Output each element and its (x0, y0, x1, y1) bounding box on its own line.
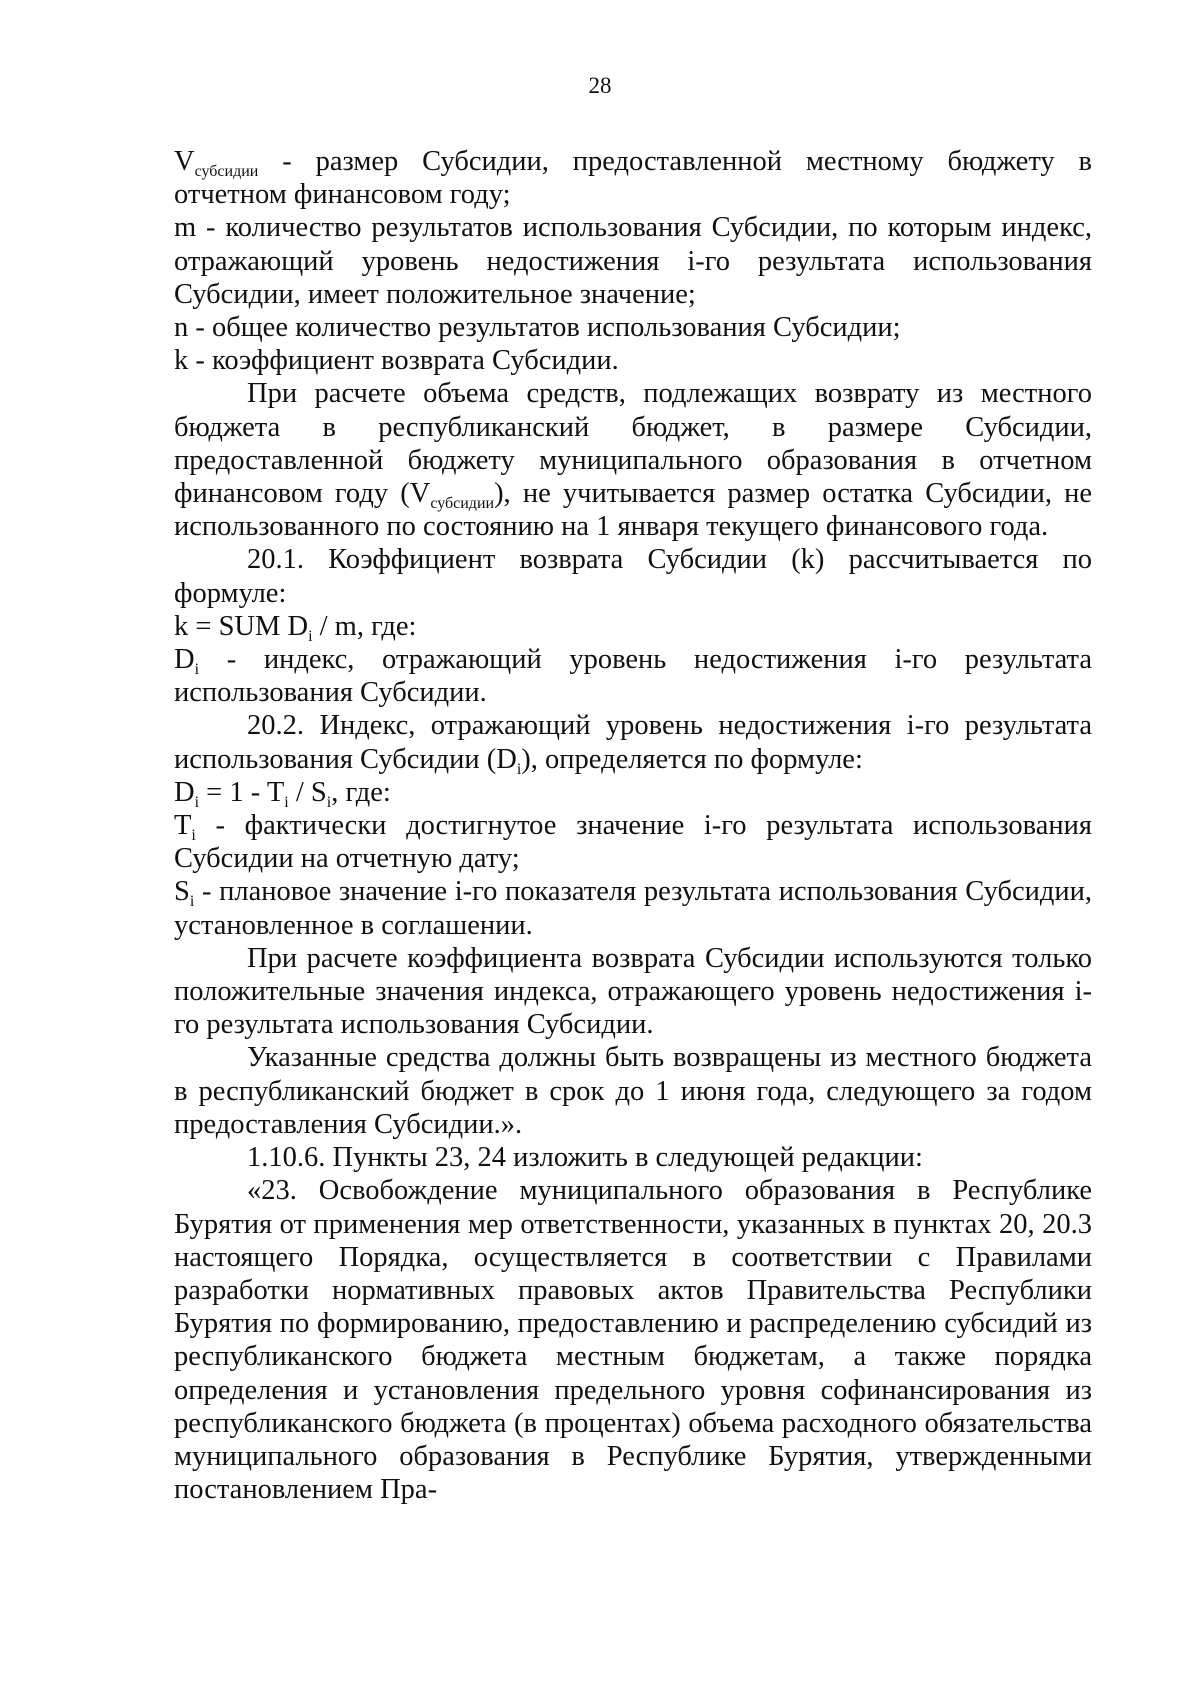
paragraph-text: ), определяется по формуле: (521, 743, 863, 775)
definition-text: - фактически достигнутое значение i-го результата использования Субсидии на отчетную дату; (174, 810, 1092, 875)
formula-subscript: i (326, 793, 332, 811)
formula-d (174, 776, 1092, 809)
formula-text: / S (288, 776, 327, 808)
formula-subscript: i (194, 793, 200, 811)
var-symbol: D (174, 644, 195, 676)
definition-v (174, 145, 1092, 211)
formula-text: k = SUM D (174, 610, 309, 642)
formula-subscript: i (308, 627, 313, 645)
formula-subscript: i (284, 793, 289, 811)
paragraph-calculation (174, 377, 1092, 543)
formula-k (174, 610, 1092, 643)
var-symbol: V (174, 146, 195, 177)
definition-d (174, 643, 1092, 709)
formula-text: = 1 - T (199, 776, 285, 808)
clause-20-1: 20.1. Коэффициент возврата Субсидии (k) рассчитывается по формуле: (174, 544, 1092, 609)
definition-n: n - общее количество результатов использования Субсидии; (174, 312, 901, 344)
var-subscript: i (191, 827, 196, 845)
definition-text: - индекс, отражающий уровень недостижения i-го результата использования Субсидии. (174, 644, 1092, 709)
var-subscript: i (516, 760, 522, 778)
definition-m: m - количество результатов использования Субсидии, по которым индекс, отражающий уровень недостижения i-го результата использования Субсидии, имеет положительное значение; (174, 212, 1092, 310)
clause-1-10-6: 1.10.6. Пункты 23, 24 изложить в следующей редакции: (247, 1142, 923, 1174)
var-subscript: субсидии (194, 163, 259, 180)
definition-s (174, 875, 1092, 941)
var-subscript: i (194, 661, 200, 679)
clause-23: «23. Освобождение муниципального образования в Республике Бурятия от применения мер ответственности, указанных в пунктах 20, 20.3 настоящего Порядка, осуществляется в соответствии с Правилами разработки нормативных правовых актов Правительства Республики Бурятия по формированию, предоставлению и распределению субсидий из республиканского бюджета местным бюджетам, а также порядка определения и установления предельного уровня софинансирования из республиканского бюджета (в процентах) объема расходного обязательства муниципального образования в Республике Бурятия, утвержденными постановлением Пра- (174, 1175, 1092, 1506)
definition-t (174, 809, 1092, 875)
page-number: 28 (588, 73, 612, 98)
clause-20-2 (174, 709, 1092, 778)
formula-text: / m, где: (312, 610, 417, 642)
definition-k: k - коэффициент возврата Субсидии. (174, 345, 619, 377)
var-subscript: субсидии (430, 495, 495, 513)
definition-text: - плановое значение i-го показателя результата использования Субсидии, установленное в соглашении. (174, 876, 1092, 941)
var-subscript: i (189, 893, 195, 911)
paragraph-positive-values: При расчете коэффициента возврата Субсидии используются только положительные значения индекса, отражающего уровень недостижения i-го результата использования Субсидии. (174, 942, 1092, 1041)
formula-text: , где: (331, 776, 391, 808)
paragraph-return-deadline: Указанные средства должны быть возвращены из местного бюджета в республиканский бюджет в срок до 1 июня года, следующего за годом предоставления Субсидии.». (174, 1042, 1092, 1140)
var-symbol: S (174, 876, 190, 908)
definition-text: - размер Субсидии, предоставленной местному бюджету в отчетном финансовом году; (174, 146, 1092, 211)
paragraph-text: 20.2. Индекс, отражающий уровень недостижения i-го результата использования Субсидии (D (174, 710, 1092, 775)
document-body (174, 145, 1092, 1506)
var-symbol: T (174, 810, 192, 842)
formula-text: D (174, 776, 195, 808)
paragraph-text: ), не учитывается размер остатка Субсидии, не использованного по состоянию на 1 января текущего финансового года. (174, 478, 1092, 543)
paragraph-text: При расчете объема средств, подлежащих возврату из местного бюджета в республиканский бюджет, в размере Субсидии, предоставленной бюджету муниципального образования в отчетном финансовом году (V (174, 378, 1092, 510)
